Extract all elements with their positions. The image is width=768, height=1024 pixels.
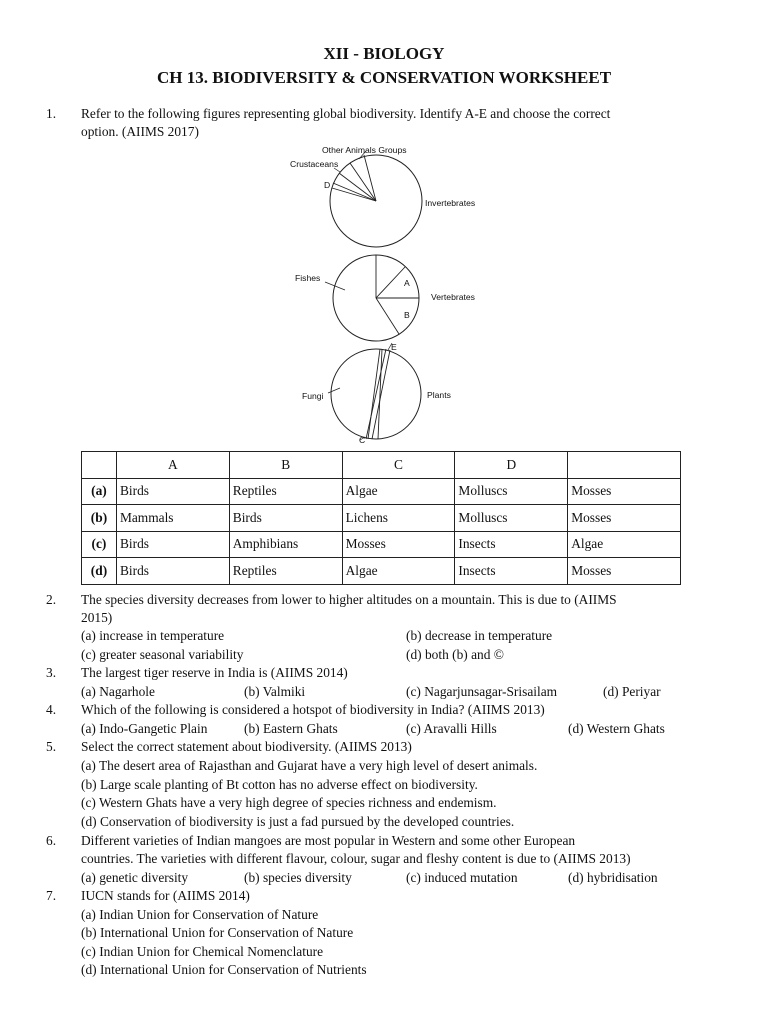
table-cell: Mammals bbox=[116, 505, 229, 532]
option-d: (d) hybridisation bbox=[568, 870, 658, 885]
option-label: (c) bbox=[82, 531, 117, 558]
question-number: 4. bbox=[46, 702, 57, 717]
invertebrates-pie bbox=[290, 145, 475, 247]
question-number: 7. bbox=[46, 888, 57, 903]
option-b: (b) decrease in temperature bbox=[406, 628, 553, 643]
plants-label: Plants bbox=[427, 390, 451, 400]
table-cell: Algae bbox=[342, 558, 455, 585]
question-text: The largest tiger reserve in India is (AIIMS 2014) bbox=[81, 665, 348, 680]
question-text: 2015) bbox=[81, 610, 113, 625]
option-a: (a) The desert area of Rajasthan and Gujarat have a very high level of desert animals. bbox=[81, 758, 538, 773]
table-cell: Mosses bbox=[342, 531, 455, 558]
table-header-row bbox=[82, 452, 681, 479]
table-header-cell: C bbox=[342, 452, 455, 479]
page-title: XII - BIOLOGY bbox=[323, 44, 445, 63]
option-d: (d) both (b) and © bbox=[406, 647, 504, 662]
table-cell: Birds bbox=[116, 531, 229, 558]
option-c: (c) Indian Union for Chemical Nomenclature bbox=[81, 944, 324, 959]
question-text: The species diversity decreases from lower to higher altitudes on a mountain. This is due to (AIIMS bbox=[81, 592, 617, 607]
option-label: (d) bbox=[82, 558, 117, 585]
option-c: (c) Western Ghats have a very high degree of species richness and endemism. bbox=[81, 795, 497, 810]
vertebrates-pie bbox=[295, 255, 475, 341]
table-row bbox=[82, 558, 681, 585]
table-row bbox=[82, 531, 681, 558]
table-cell: Algae bbox=[342, 478, 455, 505]
table-cell: Insects bbox=[455, 531, 568, 558]
label-e: E bbox=[391, 342, 397, 352]
table-cell: Amphibians bbox=[229, 531, 342, 558]
option-c: (c) Nagarjunsagar-Srisailam bbox=[406, 684, 558, 699]
option-d: (d) Conservation of biodiversity is just a fad pursued by the developed countries. bbox=[81, 814, 515, 829]
vertebrates-label: Vertebrates bbox=[431, 292, 475, 302]
option-c: (c) greater seasonal variability bbox=[81, 647, 244, 662]
table-row bbox=[82, 478, 681, 505]
option-a: (a) Indian Union for Conservation of Nature bbox=[81, 907, 319, 922]
table-header-cell: A bbox=[116, 452, 229, 479]
option-d: (d) Western Ghats bbox=[568, 721, 665, 736]
table-row bbox=[82, 505, 681, 532]
option-c: (c) induced mutation bbox=[406, 870, 518, 885]
table-cell: Molluscs bbox=[455, 505, 568, 532]
table-cell: Algae bbox=[568, 531, 681, 558]
option-c: (c) Aravalli Hills bbox=[406, 721, 497, 736]
option-b: (b) Large scale planting of Bt cotton has no adverse effect on biodiversity. bbox=[81, 777, 478, 792]
table-cell: Mosses bbox=[568, 478, 681, 505]
option-label: (a) bbox=[82, 478, 117, 505]
label-c: C bbox=[359, 435, 366, 445]
option-b: (b) Eastern Ghats bbox=[244, 721, 338, 736]
question-text: Select the correct statement about biodiversity. (AIIMS 2013) bbox=[81, 739, 412, 754]
options-table bbox=[81, 451, 681, 585]
table-cell: Mosses bbox=[568, 505, 681, 532]
option-d: (d) Periyar bbox=[603, 684, 661, 699]
table-cell: Birds bbox=[116, 558, 229, 585]
question-text: countries. The varieties with different flavour, colour, sugar and fleshy content is due to (AIIMS 2013) bbox=[81, 851, 631, 866]
option-a: (a) Nagarhole bbox=[81, 684, 155, 699]
table-cell: Molluscs bbox=[455, 478, 568, 505]
table-header-cell: D bbox=[455, 452, 568, 479]
invertebrates-label: Invertebrates bbox=[425, 198, 476, 208]
table-cell: Mosses bbox=[568, 558, 681, 585]
question-number: 2. bbox=[46, 592, 57, 607]
table-cell: Reptiles bbox=[229, 478, 342, 505]
crustaceans-label: Crustaceans bbox=[290, 159, 339, 169]
table-header-cell bbox=[82, 452, 117, 479]
table-cell: Birds bbox=[229, 505, 342, 532]
option-b: (b) International Union for Conservation of Nature bbox=[81, 925, 354, 940]
option-label: (b) bbox=[82, 505, 117, 532]
question-text: option. (AIIMS 2017) bbox=[81, 124, 199, 139]
table-cell: Reptiles bbox=[229, 558, 342, 585]
page-subtitle: CH 13. BIODIVERSITY & CONSERVATION WORKSHEET bbox=[156, 68, 612, 87]
option-a: (a) Indo-Gangetic Plain bbox=[81, 721, 208, 736]
plants-pie bbox=[302, 342, 451, 445]
option-b: (b) Valmiki bbox=[244, 684, 306, 699]
question-number: 6. bbox=[46, 833, 57, 848]
other-animals-label: Other Animals Groups bbox=[322, 145, 407, 155]
table-cell: Lichens bbox=[342, 505, 455, 532]
question-number: 1. bbox=[46, 106, 57, 121]
question-text: Which of the following is considered a hotspot of biodiversity in India? (AIIMS 2013) bbox=[81, 702, 545, 717]
table-cell: Insects bbox=[455, 558, 568, 585]
table-cell: Birds bbox=[116, 478, 229, 505]
label-d: D bbox=[324, 180, 331, 190]
question-number: 5. bbox=[46, 739, 57, 754]
option-a: (a) increase in temperature bbox=[81, 628, 225, 643]
biodiversity-pie-figure bbox=[280, 138, 480, 450]
option-a: (a) genetic diversity bbox=[81, 870, 189, 885]
fungi-label: Fungi bbox=[302, 391, 324, 401]
option-b: (b) species diversity bbox=[244, 870, 352, 885]
table-header-cell: B bbox=[229, 452, 342, 479]
label-b: B bbox=[404, 310, 410, 320]
question-text: Different varieties of Indian mangoes are most popular in Western and some other European bbox=[81, 833, 576, 848]
option-d: (d) International Union for Conservation of Nutrients bbox=[81, 962, 367, 977]
fishes-label: Fishes bbox=[295, 273, 321, 283]
question-number: 3. bbox=[46, 665, 57, 680]
question-text: Refer to the following figures representing global biodiversity. Identify A-E and choose the correct bbox=[81, 106, 611, 121]
question-text: IUCN stands for (AIIMS 2014) bbox=[81, 888, 250, 903]
table-header-cell bbox=[568, 452, 681, 479]
label-a: A bbox=[404, 278, 410, 288]
